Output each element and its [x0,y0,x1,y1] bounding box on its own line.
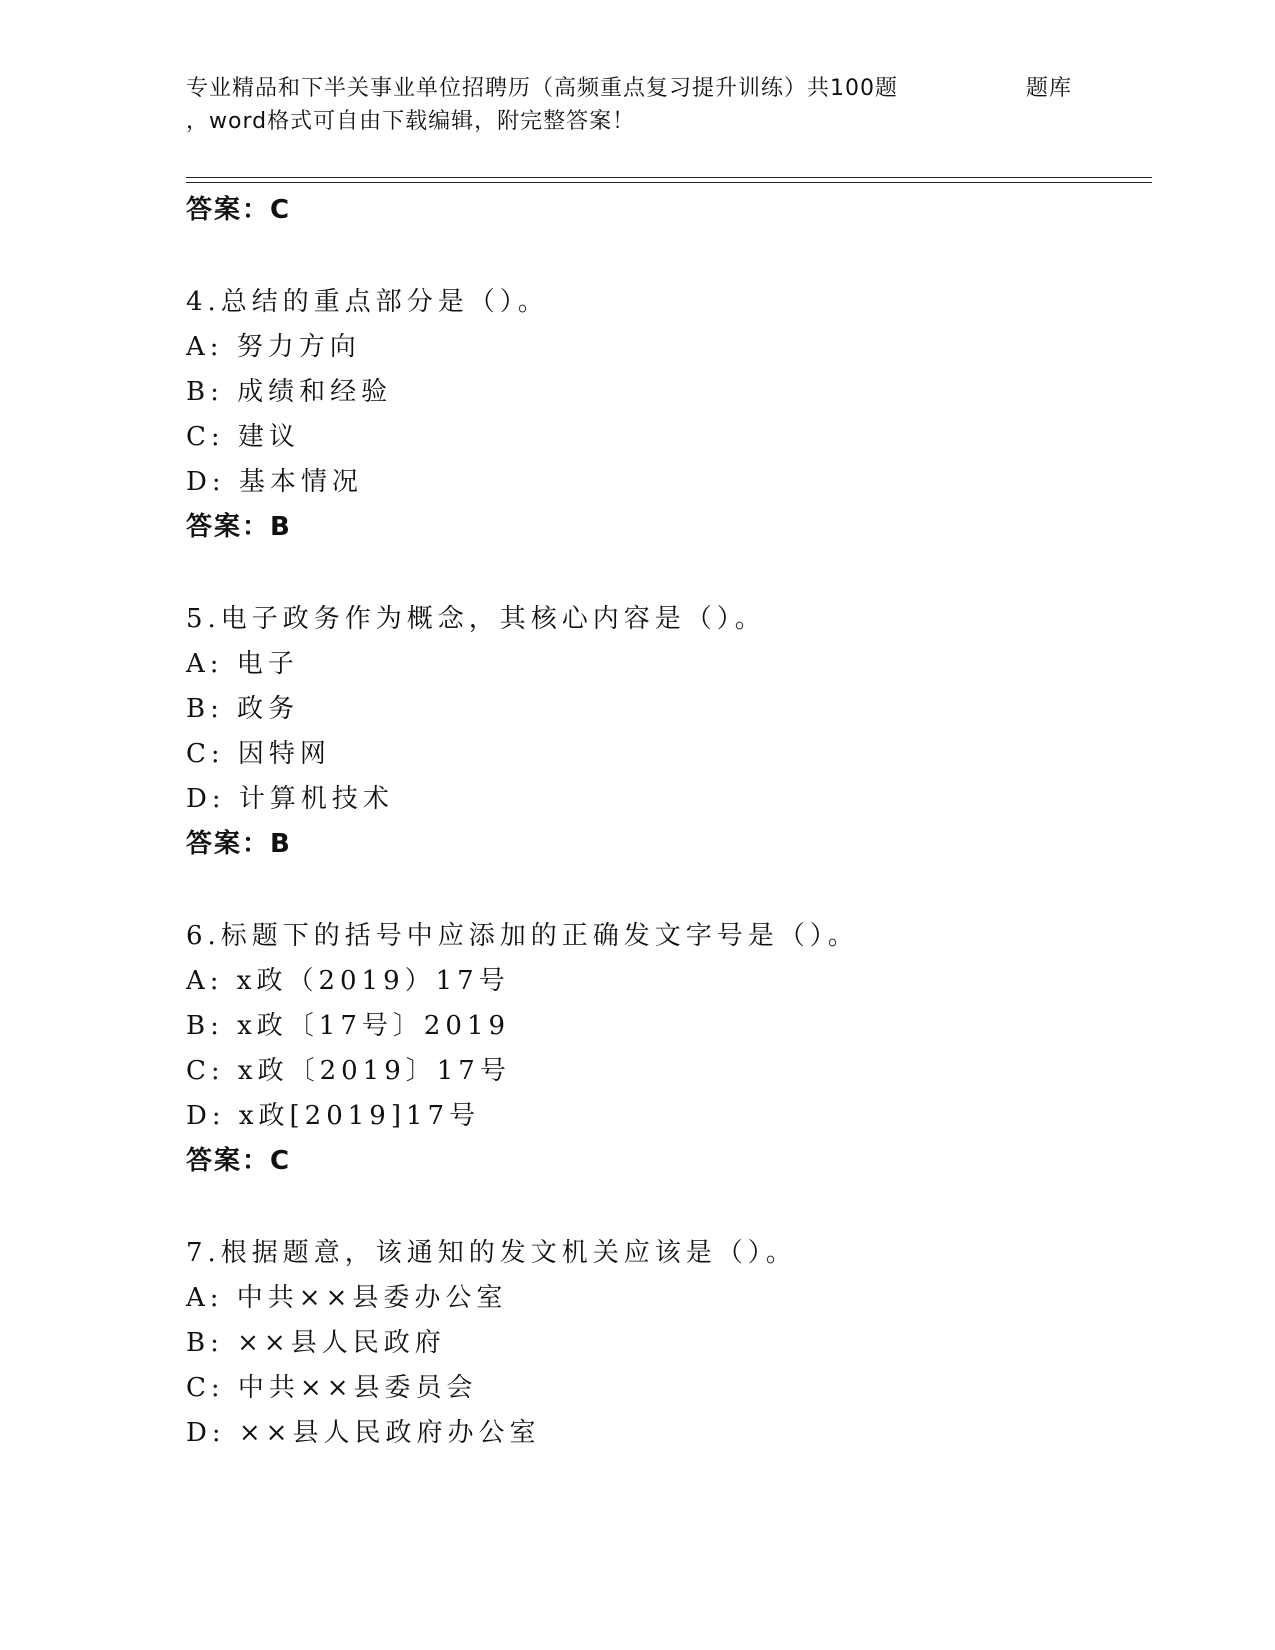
page-header [186,72,1156,138]
question-block-6 [186,914,1146,1184]
option-d: D: 基本情况 [186,467,363,497]
question-stem: 6.标题下的括号中应添加的正确发文字号是（）。 [186,921,859,951]
option-c: C: 建议 [186,422,300,452]
question-answer: 答案：C [186,1146,292,1176]
option-b: B: 成绩和经验 [186,377,393,407]
header-title-line-2: ，word格式可自由下载编辑，附完整答案！ [186,109,636,134]
question-block-4 [186,280,1146,550]
option-b: B: ××县人民政府 [186,1328,446,1358]
header-rule-bottom [186,182,1152,183]
spacer [186,1184,1146,1231]
question-content [186,188,1146,1456]
option-c: C: 因特网 [186,739,331,769]
option-a: A: x政（2019）17号 [186,966,510,996]
question-answer: 答案：B [186,512,292,542]
option-c: C: x政〔2019〕17号 [186,1056,511,1086]
option-b: B: 政务 [186,694,300,724]
question-stem: 4.总结的重点部分是（）。 [186,287,549,317]
header-right-label: 题库 [1026,76,1073,101]
spacer [186,550,1146,597]
question-stem: 5.电子政务作为概念，其核心内容是（）。 [186,604,766,634]
option-d: D: x政[2019]17号 [186,1101,481,1131]
question-block-7 [186,1231,1146,1456]
previous-answer: 答案：C [186,195,292,225]
option-a: A: 电子 [186,649,299,679]
question-block-5 [186,597,1146,867]
spacer [186,233,1146,280]
option-a: A: 中共××县委办公室 [186,1283,508,1313]
question-answer: 答案：B [186,829,292,859]
question-stem: 7.根据题意，该通知的发文机关应该是（）。 [186,1238,797,1268]
option-b: B: x政〔17号〕2019 [186,1011,511,1041]
option-d: D: ××县人民政府办公室 [186,1418,541,1448]
header-rule-top [186,177,1152,178]
option-a: A: 努力方向 [186,332,361,362]
spacer [186,867,1146,914]
option-c: C: 中共××县委员会 [186,1373,478,1403]
option-d: D: 计算机技术 [186,784,394,814]
header-title-line-1: 专业精品和下半关事业单位招聘历（高频重点复习提升训练）共100题 [186,76,898,101]
